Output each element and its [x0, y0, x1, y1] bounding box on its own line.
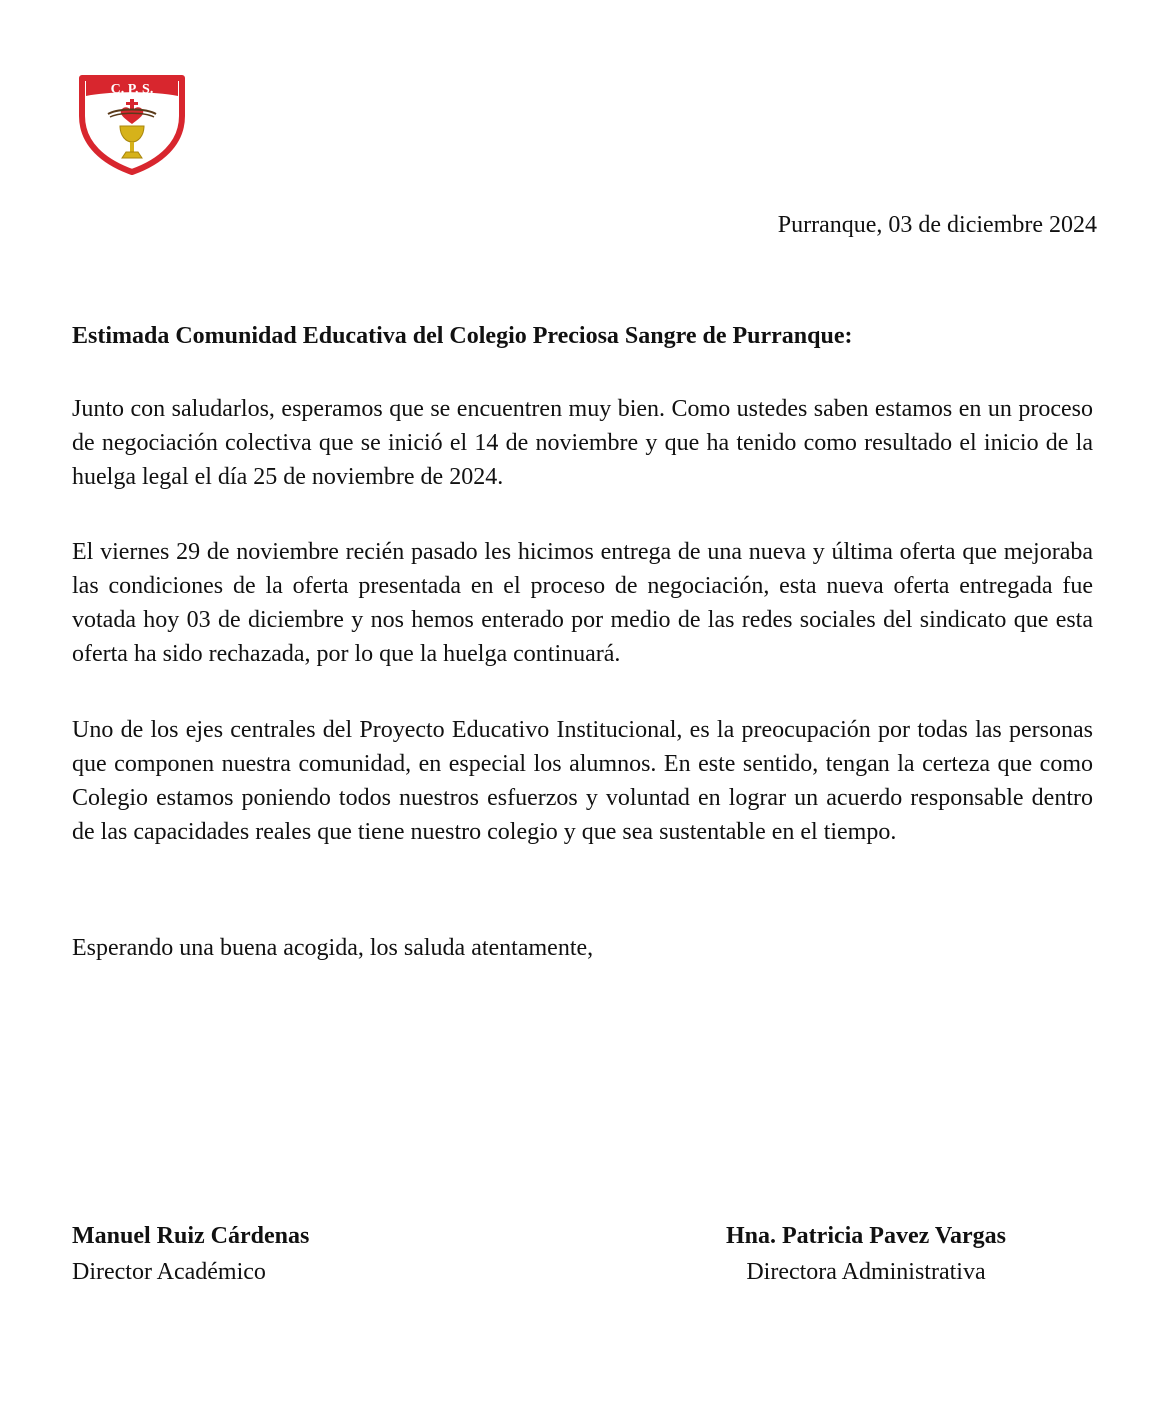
school-crest-icon: [74, 72, 190, 176]
signature-block-academic: [72, 1218, 309, 1290]
letter-salutation: Estimada Comunidad Educativa del Colegio Preciosa Sangre de Purranque:: [72, 323, 853, 349]
school-crest-logo: [74, 72, 190, 176]
signature-name: Hna. Patricia Pavez Vargas: [726, 1223, 1006, 1249]
letter-date: Purranque, 03 de diciembre 2024: [777, 212, 1097, 238]
signature-role: Directora Administrativa: [746, 1259, 986, 1285]
body-paragraph-1: Junto con saludarlos, esperamos que se encuentren muy bien. Como ustedes saben estamos en un proceso de negociación colectiva que se inició el 14 de noviembre y que ha tenido como resultado el inicio de la huelga legal el día 25 de noviembre de 2024.: [72, 396, 1093, 490]
svg-text:C. P. S.: C. P. S.: [110, 82, 154, 97]
signature-name: Manuel Ruiz Cárdenas: [72, 1223, 310, 1249]
body-paragraph-2: El viernes 29 de noviembre recién pasado les hicimos entrega de una nueva y última oferta que mejoraba las condiciones de la oferta presentada en el proceso de negociación, esta nueva oferta entregada fue votada hoy 03 de diciembre y nos hemos enterado por medio de las redes sociales del sindicato que esta oferta ha sido rechazada, por lo que la huelga continuará.: [72, 539, 1093, 667]
signature-role: Director Académico: [72, 1259, 266, 1285]
letter-closing: Esperando una buena acogida, los saluda atentamente,: [72, 935, 594, 961]
body-paragraph-3: Uno de los ejes centrales del Proyecto Educativo Institucional, es la preocupación por todas las personas que componen nuestra comunidad, en especial los alumnos. En este sentido, tengan la certeza que como Colegio estamos poniendo todos nuestros esfuerzos y voluntad en lograr un acuerdo responsable dentro de las capacidades reales que tiene nuestro colegio y que sea sustentable en el tiempo.: [72, 717, 1093, 845]
signature-block-administrative: [726, 1218, 1006, 1290]
